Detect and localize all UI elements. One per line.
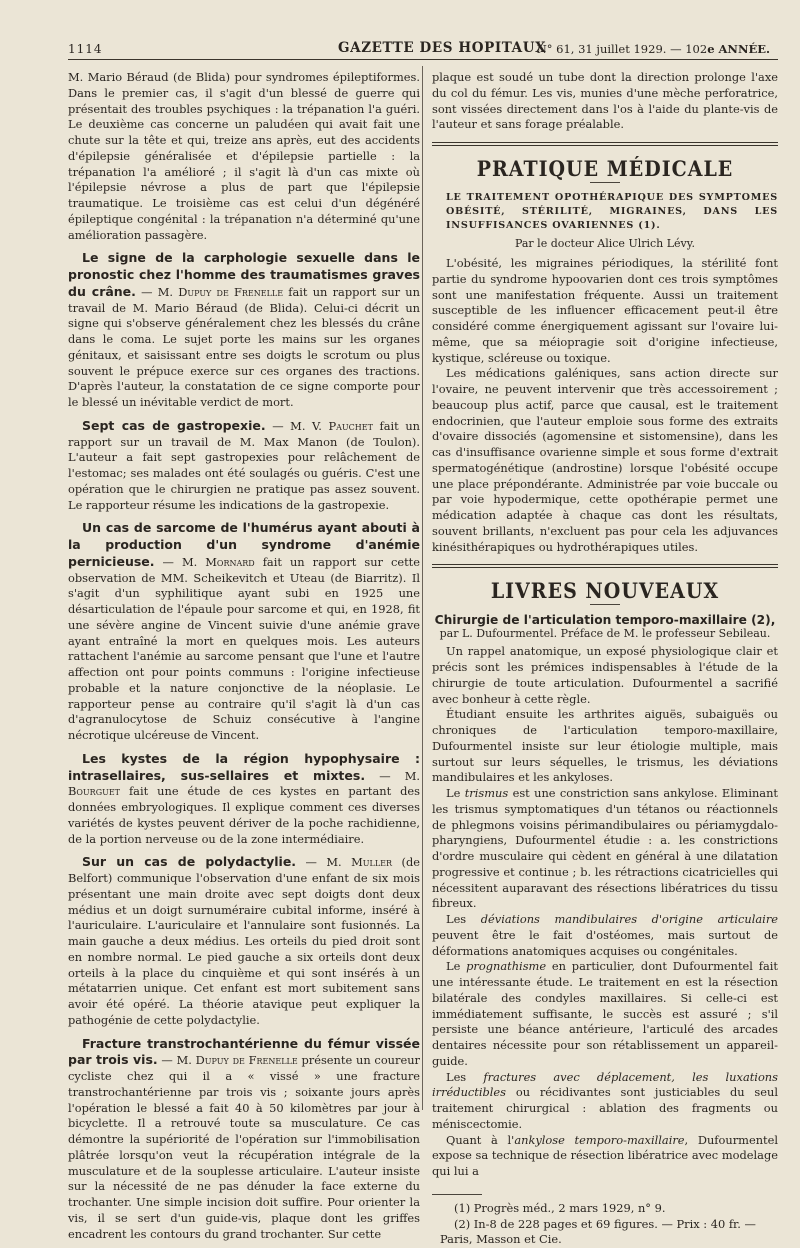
paragraph: Quant à l'ankylose temporo-maxillaire, Dufourmentel expose sa technique de résection libératrice avec modelage qui lui a <box>432 1133 778 1180</box>
paragraph: Les médications galéniques, sans action directe sur l'ovaire, ne peuvent intervenir que très accessoirement ; beaucoup plus actif, parce que causal, est le traitement endocrinien, que l'auteur emploie sous forme des extraits d'ovaire dissociés (agomensine et sistomensine), dans les cas d'insuffisance ovarienne simple et sous forme d'extrait spermatogénétique (androstine) lorsque l'obésité occupe une place prépondérante. Administrée par voie buccale ou par voie hypodermique, cette opothérapie permet une médication adaptée à chaque cas dont les résultats, souvent brillants, n'excluent pas pour cela les adjuvances kinésithérapiques ou hydrothérapiques utiles. <box>432 366 778 555</box>
column-divider <box>422 66 423 1110</box>
short-rule <box>590 604 620 605</box>
journal-title: GAZETTE DES HOPITAUX <box>338 40 546 56</box>
section-title-livres: LIVRES NOUVEAUX <box>432 579 778 604</box>
paragraph: Un rappel anatomique, un exposé physiologique clair et précis sont les prémices indispensables à l'étude de la chirurgie de toute articulation. Dufourmentel a sacrifié avec bonheur à cette règle. <box>432 644 778 707</box>
report-paragraph: Les kystes de la région hypophysaire : intrasellaires, sus-sellaires et mixtes. — M. Bourguet fait une étude de ces kystes en partant des données embryologiques. Il explique comment ces diverses variétés de kystes peuvent dériver de la poche rachidienne, de la portion nerveuse ou de la zone intermédiaire. <box>68 751 420 848</box>
paragraph: Le prognathisme en particulier, dont Dufourmentel fait une intéressante étude. Le traitement en est la résection bilatérale des condyles maxillaires. Si celle-ci est immédiatement suffisante, le succès est assuré ; s'il persiste une béance antérieure, l'articulé des arcades dentaires nécessite pour son rétablissement un appareil-guide. <box>432 959 778 1069</box>
footnote-rule <box>432 1194 482 1195</box>
italic-term: trismus <box>465 786 509 800</box>
footnote: (1) Progrès méd., 2 mars 1929, n° 9. <box>432 1201 778 1217</box>
report-paragraph: Sur un cas de polydactylie. — M. Muller (de Belfort) communique l'observation d'une enfant de six mois présentant une main droite avec sept doigts dont deux médius et un doigt surnuméraire cubital informe, inséré à l'auriculaire. L'auriculaire et l'annulaire sont fusionnés. La main gauche a deux médius. Les orteils du pied droit sont en nombre normal. Le pied gauche a six orteils dont deux orteils à la place du cinquième et qui sont insérés à un métatarrien unique. Cet enfant est mort subitement sans avoir été opéré. La théorie atavique peut expliquer la pathogénie de cette polydactylie. <box>68 854 420 1028</box>
report-paragraph: Le signe de la carphologie sexuelle dans le pronostic chez l'homme des traumatismes graves du crâne. — M. Dupuy de Frenelle fait un rapport sur un travail de M. Mario Béraud (de Blida). Celui-ci décrit un signe qui s'observe généralement chez les blessés du crâne dans le coma. Le sujet porte les mains sur les organes génitaux, et saisissant entre ses doigts le scrotum ou plus souvent le prépuce exerce sur ces organes des tractions. D'après l'auteur, la constatation de ce signe comporte pour le blessé un inévitable verdict de mort. <box>68 250 420 411</box>
paragraph: plaque est soudé un tube dont la direction prolonge l'axe du col du fémur. Les vis, munies d'une mèche perforatrice, sont vissées directement dans l'os à l'aide du plante-vis de l'auteur et sans forage préalable. <box>432 70 778 133</box>
issue-info <box>537 42 770 56</box>
section-double-rule <box>432 564 778 568</box>
report-paragraph: Fracture transtrochantérienne du fémur vissée par trois vis. — M. Dupuy de Frenelle présente un coureur cycliste chez qui il a « vissé » une fracture transtrochantérienne par trois vis ; soixante jours après l'opération le blessé a fait 40 à 50 kilomètres par jour à bicyclette. Il a retrouvé toute sa musculature. Ce cas démontre la supériorité de l'opération sur l'immobilisation plâtrée lorsqu'on veut la récupération intégrale de la musculature et de la souplesse articulaire. L'auteur insiste sur la nécessité de ne pas dénuder la face externe du trochanter. Une simple incision doit suffire. Pour orienter la vis, il se sert d'un guide-vis, plaque dont les griffes encadrent les contours du grand trochanter. Sur cette <box>68 1036 420 1243</box>
report-author: M. Dupuy de Frenelle <box>158 285 283 299</box>
italic-term: déviations mandibulaires d'origine articulaire <box>481 912 778 926</box>
article-author: Par le docteur Alice Ulrich Lévy. <box>432 237 778 250</box>
book-author: par L. Dufourmentel. Préface de M. le professeur Sebileau. <box>432 627 778 640</box>
paragraph: M. Mario Béraud (de Blida) pour syndromes épileptiformes. Dans le premier cas, il s'agit d'un blessé de guerre qui présentait des troubles psychiques : la trépanation l'a guéri. Le deuxième cas concerne un paludéen qui avait fait une chute sur la tête et qui, treize ans après, eut des accidents d'épilepsie généralisée et d'épilepsie partielle : la trépanation l'a amélioré ; il s'agit là d'un cas mixte où l'épilepsie névrose a plus de part que l'épilepsie traumatique. Le troisième cas est celui d'un dégénéré épileptique congénital : la trépanation n'a déterminé qu'une amélioration passagère. <box>68 70 420 243</box>
section-title-pratique: PRATIQUE MÉDICALE <box>432 156 778 181</box>
paragraph: L'obésité, les migraines périodiques, la stérilité font partie du syndrome hypoovarien dont ces trois symptômes sont une manifestation fréquente. Aussi un traitement susceptible de les influencer efficacement peut-il être considéré comme énergiquement agissant sur l'ovaire lui-même, que sa méiopragie soit d'origine infectieuse, kystique, scléreuse ou toxique. <box>432 256 778 366</box>
paragraph: Étudiant ensuite les arthrites aiguës, subaiguës ou chroniques de l'articulation temporo-maxillaire, Dufourmentel insiste sur leur étiologie multiple, mais surtout sur leurs séquelles, le trismus, les déviations mandibulaires et les ankyloses. <box>432 707 778 786</box>
report-author: M. Dupuy de Frenelle <box>177 1053 298 1067</box>
page-header <box>68 38 778 60</box>
report-text: fait une étude de ces kystes en partant des données embryologiques. Il explique comment ces diverses variétés de kystes peuvent dériver de la poche rachidienne, de la portion nerveuse ou de la zone intermédiaire. <box>68 784 420 845</box>
report-title: Les kystes de la région hypophysaire : intrasellaires, sus-sellaires et mixtes. <box>68 751 420 783</box>
page-number: 1114 <box>68 42 103 56</box>
paragraph: Le trismus est une constriction sans ankylose. Eliminant les trismus symptomatiques d'un tétanos ou réactionnels de phlegmons voisins périmandibulaires ou périamygdalo-pharyngiens, Dufourmentel étudie : a. les constrictions d'ordre musculaire qui cèdent en général à une dilatation progressive et continue ; b. les rétractions cicatricielles qui nécessitent auparavant des résections libératrices du tissu fibreux. <box>432 786 778 912</box>
report-title: Fracture transtrochantérienne du fémur vissée par trois vis. <box>68 1036 420 1068</box>
italic-term: fractures avec déplacement, les luxations irréductibles <box>432 1070 778 1100</box>
issue-year: e ANNÉE. <box>707 42 770 56</box>
report-author: M. Bourguet <box>68 769 420 799</box>
report-text: (de Belfort) communique l'observation d'une enfant de six mois présentant une main droite avec sept doigts dont deux médius et un doigt surnuméraire cubital informe, inséré à l'auriculaire. L'auriculaire et l'annulaire sont fusionnés. La main gauche a deux médius. Les orteils du pied droit sont en nombre normal. Le pied gauche a six orteils dont deux orteils à la place du cinquième et qui sont insérés à un métatarrien unique. Cet enfant est mort subitement sans avoir été opéré. La théorie atavique peut expliquer la pathogénie de cette polydactylie. <box>68 855 420 1027</box>
left-column <box>68 70 420 1242</box>
footnote: (2) In-8 de 228 pages et 69 figures. — Prix : 40 fr. — Paris, Masson et Cie. <box>432 1217 778 1248</box>
paragraph: Les déviations mandibulaires d'origine articulaire peuvent être le fait d'ostéomes, mais surtout de déformations anatomiques acquises ou congénitales. <box>432 912 778 959</box>
right-column <box>432 70 778 1248</box>
article-title: LE TRAITEMENT OPOTHÉRAPIQUE DES SYMPTOMES OBÉSITÉ, STÉRILITÉ, MIGRAINES, DANS LES INSUFFISANCES OVARIENNES (1). <box>432 191 778 233</box>
italic-term: ankylose temporo-maxillaire <box>514 1133 684 1147</box>
report-title: Un cas de sarcome de l'humérus ayant abouti à la production d'un syndrome d'anémie pernicieuse. <box>68 520 420 569</box>
report-text: fait un rapport sur un travail de M. Max Manon (de Toulon). L'auteur a fait sept gastropexies pour relâchement de l'estomac; ses malades ont été soulagés ou guéris. C'est une opération que le chirurgien ne pratique pas assez souvent. Le rapporteur résume les indications de la gastropexie. <box>68 419 420 512</box>
issue-date: N° 61, 31 juillet 1929. — 102 <box>537 42 707 56</box>
report-text: présente un coureur cycliste chez qui il a « vissé » une fracture transtrochantérienne par trois vis ; soixante jours après l'opération le blessé a fait 40 à 50 kilomètres par jour à bicyclette. Il a retrouvé toute sa musculature. Ce cas démontre la supériorité de l'opération sur l'immobilisation plâtrée lorsqu'on veut la récupération intégrale de la musculature et de la souplesse articulaire. L'auteur insiste sur la nécessité de ne pas dénuder la face externe du trochanter. Une simple incision doit suffire. Pour orienter la vis, il se sert d'un guide-vis, plaque dont les griffes encadrent les contours du grand trochanter. Sur cette <box>68 1053 420 1240</box>
report-author: M. Muller <box>326 855 392 869</box>
paragraph: Les fractures avec déplacement, les luxations irréductibles ou récidivantes sont justiciables du seul traitement chirurgical : ablation des fragments ou méniscectomie. <box>432 1070 778 1133</box>
short-rule <box>590 182 620 183</box>
report-title: Sur un cas de polydactylie. <box>82 854 296 869</box>
report-title: Sept cas de gastropexie. <box>82 418 266 433</box>
italic-term: prognathisme <box>466 959 546 973</box>
report-text: fait un rapport sur cette observation de MM. Scheikevitch et Uteau (de Biarritz). Il s'agit d'un syphilitique ayant subi en 1925 une désarticulation de l'épaule pour sarcome et qui, en 1928, fit une sévère angine de Vincent suivie d'une anémie grave ayant entraîné la mort en quelques mois. Les auteurs rattachent l'anémie au sarcome pensant que l'une et l'autre affection ont pour points communs : l'origine infectieuse probable et la nature conjonctive de la néoplasie. Le rapporteur pense au contraire qu'il s'agit là d'un cas d'agranulocytose de Schuiz consécutive à l'angine nécrotique ulcéreuse de Vincent. <box>68 555 420 742</box>
report-paragraph: Un cas de sarcome de l'humérus ayant abouti à la production d'un syndrome d'anémie pernicieuse. — M. Mornard fait un rapport sur cette observation de MM. Scheikevitch et Uteau (de Biarritz). Il s'agit d'un syphilitique ayant subi en 1925 une désarticulation de l'épaule pour sarcome et qui, en 1928, fit une sévère angine de Vincent suivie d'une anémie grave ayant entraîné la mort en quelques mois. Les auteurs rattachent l'anémie au sarcome pensant que l'une et l'autre affection ont pour points communs : l'origine infectieuse probable et la nature conjonctive de la néoplasie. Le rapporteur pense au contraire qu'il s'agit là d'un cas d'agranulocytose de Schuiz consécutive à l'angine nécrotique ulcéreuse de Vincent. <box>68 520 420 744</box>
header-rule <box>68 59 778 60</box>
book-title: Chirurgie de l'articulation temporo-maxillaire (2), <box>432 613 778 627</box>
report-title: Le signe de la carphologie sexuelle dans le pronostic chez l'homme des traumatismes graves du crâne. <box>68 250 420 299</box>
report-text: fait un rapport sur un travail de M. Mario Béraud (de Blida). Celui-ci décrit un signe qui s'observe généralement chez les blessés du crâne dans le coma. Le sujet porte les mains sur les organes génitaux, et saisissant entre ses doigts le scrotum ou plus souvent le prépuce exerce sur ces organes des tractions. D'après l'auteur, la constatation de ce signe comporte pour le blessé un inévitable verdict de mort. <box>68 285 420 409</box>
section-double-rule <box>432 142 778 146</box>
report-paragraph: Sept cas de gastropexie. — M. V. Pauchet fait un rapport sur un travail de M. Max Manon (de Toulon). L'auteur a fait sept gastropexies pour relâchement de l'estomac; ses malades ont été soulagés ou guéris. C'est une opération que le chirurgien ne pratique pas assez souvent. Le rapporteur résume les indications de la gastropexie. <box>68 418 420 514</box>
report-author: M. V. Pauchet <box>290 419 373 433</box>
report-author: M. Mornard <box>182 555 255 569</box>
